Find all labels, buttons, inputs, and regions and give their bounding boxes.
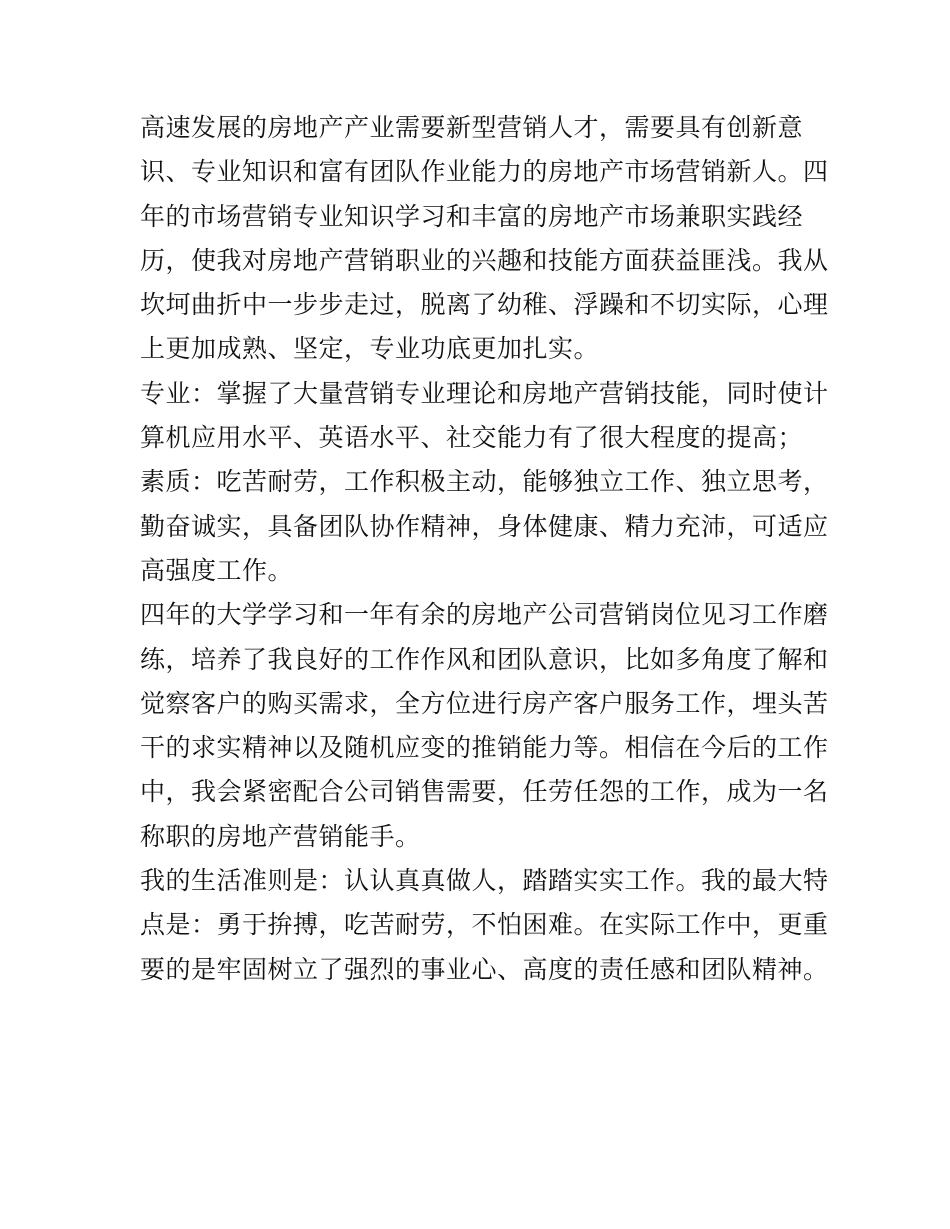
text-line: 练，培养了我良好的工作作风和团队意识，比如多角度了解和 [140,644,829,674]
text-line: 坎坷曲折中一步步走过，脱离了幼稚、浮躁和不切实际，心理 [140,290,829,320]
document-body [140,106,829,992]
text-line: 专业：掌握了大量营销专业理论和房地产营销技能，同时使计 [140,378,829,408]
text-line: 要的是牢固树立了强烈的事业心、高度的责任感和团队精神。 [140,954,829,984]
text-line: 勤奋诚实，具备团队协作精神，身体健康、精力充沛，可适应 [140,511,829,541]
text-line: 年的市场营销专业知识学习和丰富的房地产市场兼职实践经 [140,201,804,231]
text-line: 中，我会紧密配合公司销售需要，任劳任怨的工作，成为一名 [140,777,829,807]
text-line: 称职的房地产营销能手。 [140,821,421,851]
text-line: 高速发展的房地产产业需要新型营销人才，需要具有创新意 [140,113,804,142]
text-line: 历，使我对房地产营销职业的兴趣和技能方面获益匪浅。我从 [140,245,829,275]
text-line: 上更加成熟、坚定，专业功底更加扎实。 [140,334,600,364]
text-line: 素质：吃苦耐劳，工作积极主动，能够独立工作、独立思考， [140,467,829,497]
text-line: 识、专业知识和富有团队作业能力的房地产市场营销新人。四 [140,157,829,187]
text-line: 我的生活准则是：认认真真做人，踏踏实实工作。我的最大特 [140,866,829,896]
text-line: 干的求实精神以及随机应变的推销能力等。相信在今后的工作 [140,733,829,763]
text-line: 算机应用水平、英语水平、社交能力有了很大程度的提高； [140,423,804,453]
text-line: 觉察客户的购买需求，全方位进行房产客户服务工作，埋头苦 [140,688,829,718]
text-line: 高强度工作。 [140,555,294,585]
text-line: 点是：勇于拚搏，吃苦耐劳，不怕困难。在实际工作中，更重 [140,910,829,940]
text-line: 四年的大学学习和一年有余的房地产公司营销岗位见习工作磨 [140,600,829,630]
